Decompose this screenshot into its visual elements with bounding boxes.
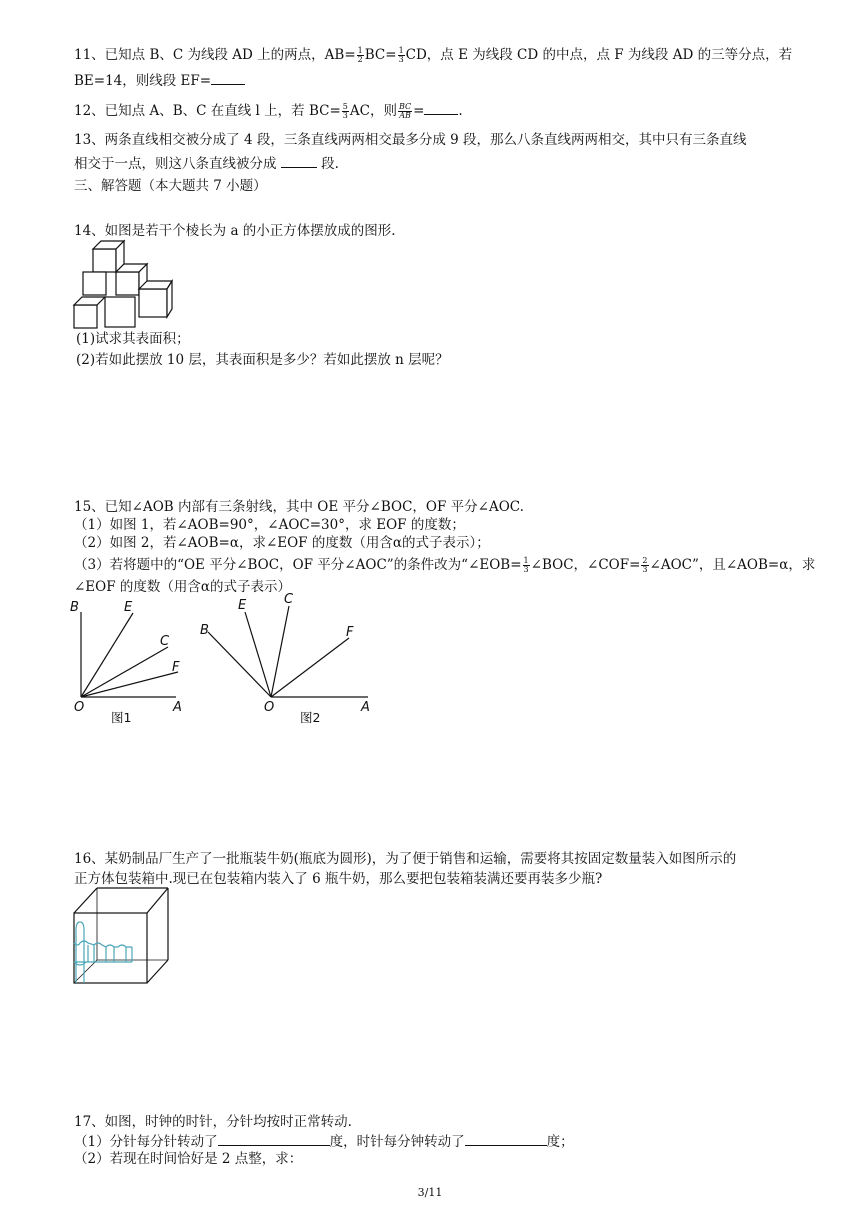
fraction: $\frac{BC}{AB}$	[398, 102, 412, 120]
q17-part2: （2）若现在时间恰好是 2 点整，求：	[74, 1151, 303, 1167]
answer-blank	[424, 100, 458, 115]
label-F: F	[172, 660, 180, 675]
label-O: O	[264, 700, 275, 715]
q15-title: 15、已知∠AOB 内部有三条射线，其中 OE 平分∠BOC，OF 平分∠AOC.	[74, 499, 524, 515]
q15-part1: （1）如图 1，若∠AOB=90°，∠AOC=30°，求 EOF 的度数；	[74, 517, 465, 533]
label-C: C	[160, 634, 170, 649]
label-B: B	[70, 600, 79, 615]
q11-line2: BE=14，则线段 EF=	[74, 70, 800, 90]
q17-title: 17、如图，时钟的时针，分针均按时正常转动.	[74, 1114, 352, 1130]
ray-OF	[271, 638, 349, 697]
section-heading: 三、解答题（本大题共 7 小题）	[74, 178, 267, 194]
cube	[83, 272, 106, 295]
q16-box-figure	[70, 884, 172, 988]
label-F: F	[346, 625, 354, 640]
answer-blank	[211, 70, 245, 85]
figure-caption: 图1	[111, 710, 132, 725]
cube	[105, 297, 135, 327]
ray-OF	[81, 672, 178, 697]
q15-figures	[66, 592, 386, 732]
q12-line: 12、已知点 A、B、C 在直线 l 上，若 BC= $\frac{5}{3}$ AC，则 $\frac{BC}{AB}$ = .	[74, 102, 463, 120]
label-A: A	[173, 700, 182, 715]
q14-part1: (1)试求其表面积；	[76, 331, 190, 347]
cube	[74, 305, 97, 328]
q13-line2: 相交于一点，则这八条直线被分成 段.	[74, 153, 800, 173]
figure-caption: 图2	[300, 710, 321, 725]
label-E: E	[124, 600, 133, 615]
q13-line1: 13、两条直线相交被分成了 4 段，三条直线两两相交最多分成 9 段，那么八条直线两两相交，其中只有三条直线	[74, 132, 747, 148]
label-C: C	[284, 592, 294, 607]
fraction: $\frac{1}{2}$	[357, 46, 363, 64]
answer-blank	[218, 1131, 330, 1146]
q11-line1: 11、已知点 B、C 为线段 AD 上的两点，AB= $\frac{1}{2}$ BC= $\frac{1}{3}$ CD，点 E 为线段 CD 的中点，点 F 为线段 AD 的三等分点，若	[74, 46, 793, 64]
answer-blank	[465, 1131, 547, 1146]
cube	[116, 272, 139, 295]
cube	[139, 289, 167, 317]
label-A: A	[361, 700, 370, 715]
ray-OC	[81, 647, 168, 697]
page-number: 3/11	[417, 1186, 443, 1199]
label-B: B	[200, 623, 209, 638]
cube-top-face	[74, 297, 105, 305]
cube	[93, 249, 116, 272]
q14-title: 14、如图是若干个棱长为 a 的小正方体摆放成的图形.	[74, 223, 396, 239]
label-E: E	[238, 598, 247, 613]
q16-line1: 16、某奶制品厂生产了一批瓶装牛奶(瓶底为圆形)，为了便于销售和运输，需要将其按固定数量装入如图所示的	[74, 851, 737, 867]
fraction: $\frac{5}{3}$	[342, 102, 348, 120]
q15-part3: （3）若将题中的“OE 平分∠BOC，OF 平分∠AOC”的条件改为“∠EOB= $\frac{1}{3}$ ∠BOC，∠COF= $\frac{2}{3}$ ∠AOC”，且∠AOB=α，求	[74, 556, 816, 574]
q15-part2: （2）如图 2，若∠AOB=α，求∠EOF 的度数（用含α的式子表示）；	[74, 535, 490, 551]
ray-OC	[271, 606, 289, 697]
fraction: $\frac{1}{3}$	[398, 46, 404, 64]
q14-part2: (2)若如此摆放 10 层，其表面积是多少？若如此摆放 n 层呢？	[76, 352, 449, 368]
answer-blank	[281, 153, 317, 168]
label-O: O	[74, 700, 85, 715]
q16-line2: 正方体包装箱中.现已在包装箱内装入了 6 瓶牛奶，那么要把包装箱装满还要再装多少瓶?	[74, 871, 603, 887]
fraction: $\frac{1}{3}$	[523, 556, 529, 574]
ray-OE	[81, 613, 133, 697]
q15-part3-cont: ∠EOF 的度数（用含α的式子表示）	[74, 579, 292, 595]
q17-part1: （1）分针每分针转动了 度，时针每分钟转动了 度；	[74, 1131, 800, 1151]
q14-cube-figure	[72, 238, 176, 332]
fraction: $\frac{2}{3}$	[642, 556, 648, 574]
